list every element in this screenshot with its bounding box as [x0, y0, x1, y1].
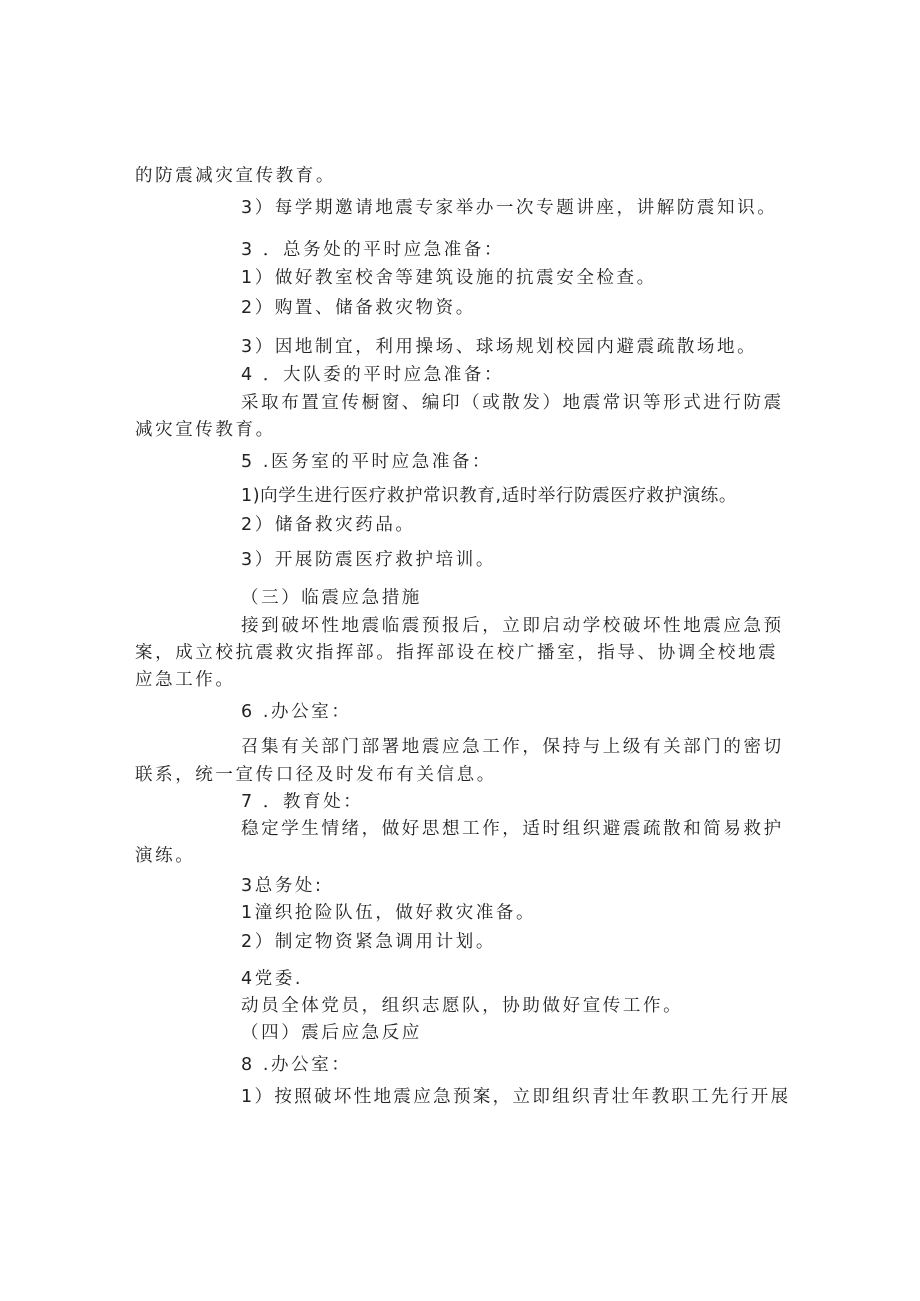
text-line: 1）按照破坏性地震应急预案，立即组织青壮年教职工先行开展	[241, 1087, 791, 1107]
section-heading: （四）震后应急反应	[241, 1023, 422, 1043]
text-line: 1）做好教室校舍等建筑设施的抗震安全检查。	[241, 268, 657, 288]
text-line: 案，成立校抗震救灾指挥部。指挥部设在校广播室，指导、协调全校地震	[135, 643, 779, 663]
section-heading: 5 .医务室的平时应急准备：	[241, 452, 493, 472]
section-heading: 3 ．总务处的平时应急准备：	[241, 240, 505, 260]
section-heading: 8 .办公室：	[241, 1055, 352, 1075]
text-line: 1潼织抢险队伍，做好救灾准备。	[241, 903, 537, 923]
text-line: 3）开展防震医疗救护培训。	[241, 550, 496, 570]
text-line: 采取布置宣传橱窗、编印（或散发）地震常识等形式进行防震	[241, 393, 784, 413]
text-line: 联系，统一宣传口径及时发布有关信息。	[135, 765, 497, 785]
section-heading: 6 .办公室：	[241, 702, 352, 722]
section-heading: 4 ．大队委的平时应急准备：	[241, 365, 505, 385]
text-line: 应急工作。	[135, 670, 236, 690]
section-heading: （三）临震应急措施	[241, 588, 422, 608]
text-line: 接到破坏性地震临震预报后，立即启动学校破坏性地震应急预	[241, 616, 784, 636]
text-line: 稳定学生情绪，做好思想工作，适时组织避震疏散和简易救护	[241, 819, 784, 839]
section-heading: 4党委.	[241, 969, 304, 989]
section-heading: 7 ．教育处：	[241, 792, 364, 812]
text-line: 1)向学生进行医疗救护常识教育,适时举行防震医疗救护演练。	[241, 486, 737, 506]
text-line: 演练。	[135, 846, 196, 866]
text-line: 3）因地制宜，利用操场、球场规划校园内避震疏散场地。	[241, 337, 758, 357]
text-line: 召集有关部门部署地震应急工作，保持与上级有关部门的密切	[241, 737, 784, 757]
text-line: 减灾宣传教育。	[135, 420, 276, 440]
text-line: 的防震减灾宣传教育。	[135, 166, 336, 186]
text-line: 3）每学期邀请地震专家举办一次专题讲座，讲解防震知识。	[241, 198, 778, 218]
text-line: 2）购置、储备救灾物资。	[241, 298, 476, 318]
section-heading: 3总务处:	[241, 876, 324, 896]
text-line: 2）储备救灾药品。	[241, 515, 416, 535]
text-line: 2）制定物资紧急调用计划。	[241, 932, 496, 952]
text-line: 动员全体党员，组织志愿队，协助做好宣传工作。	[241, 996, 684, 1016]
